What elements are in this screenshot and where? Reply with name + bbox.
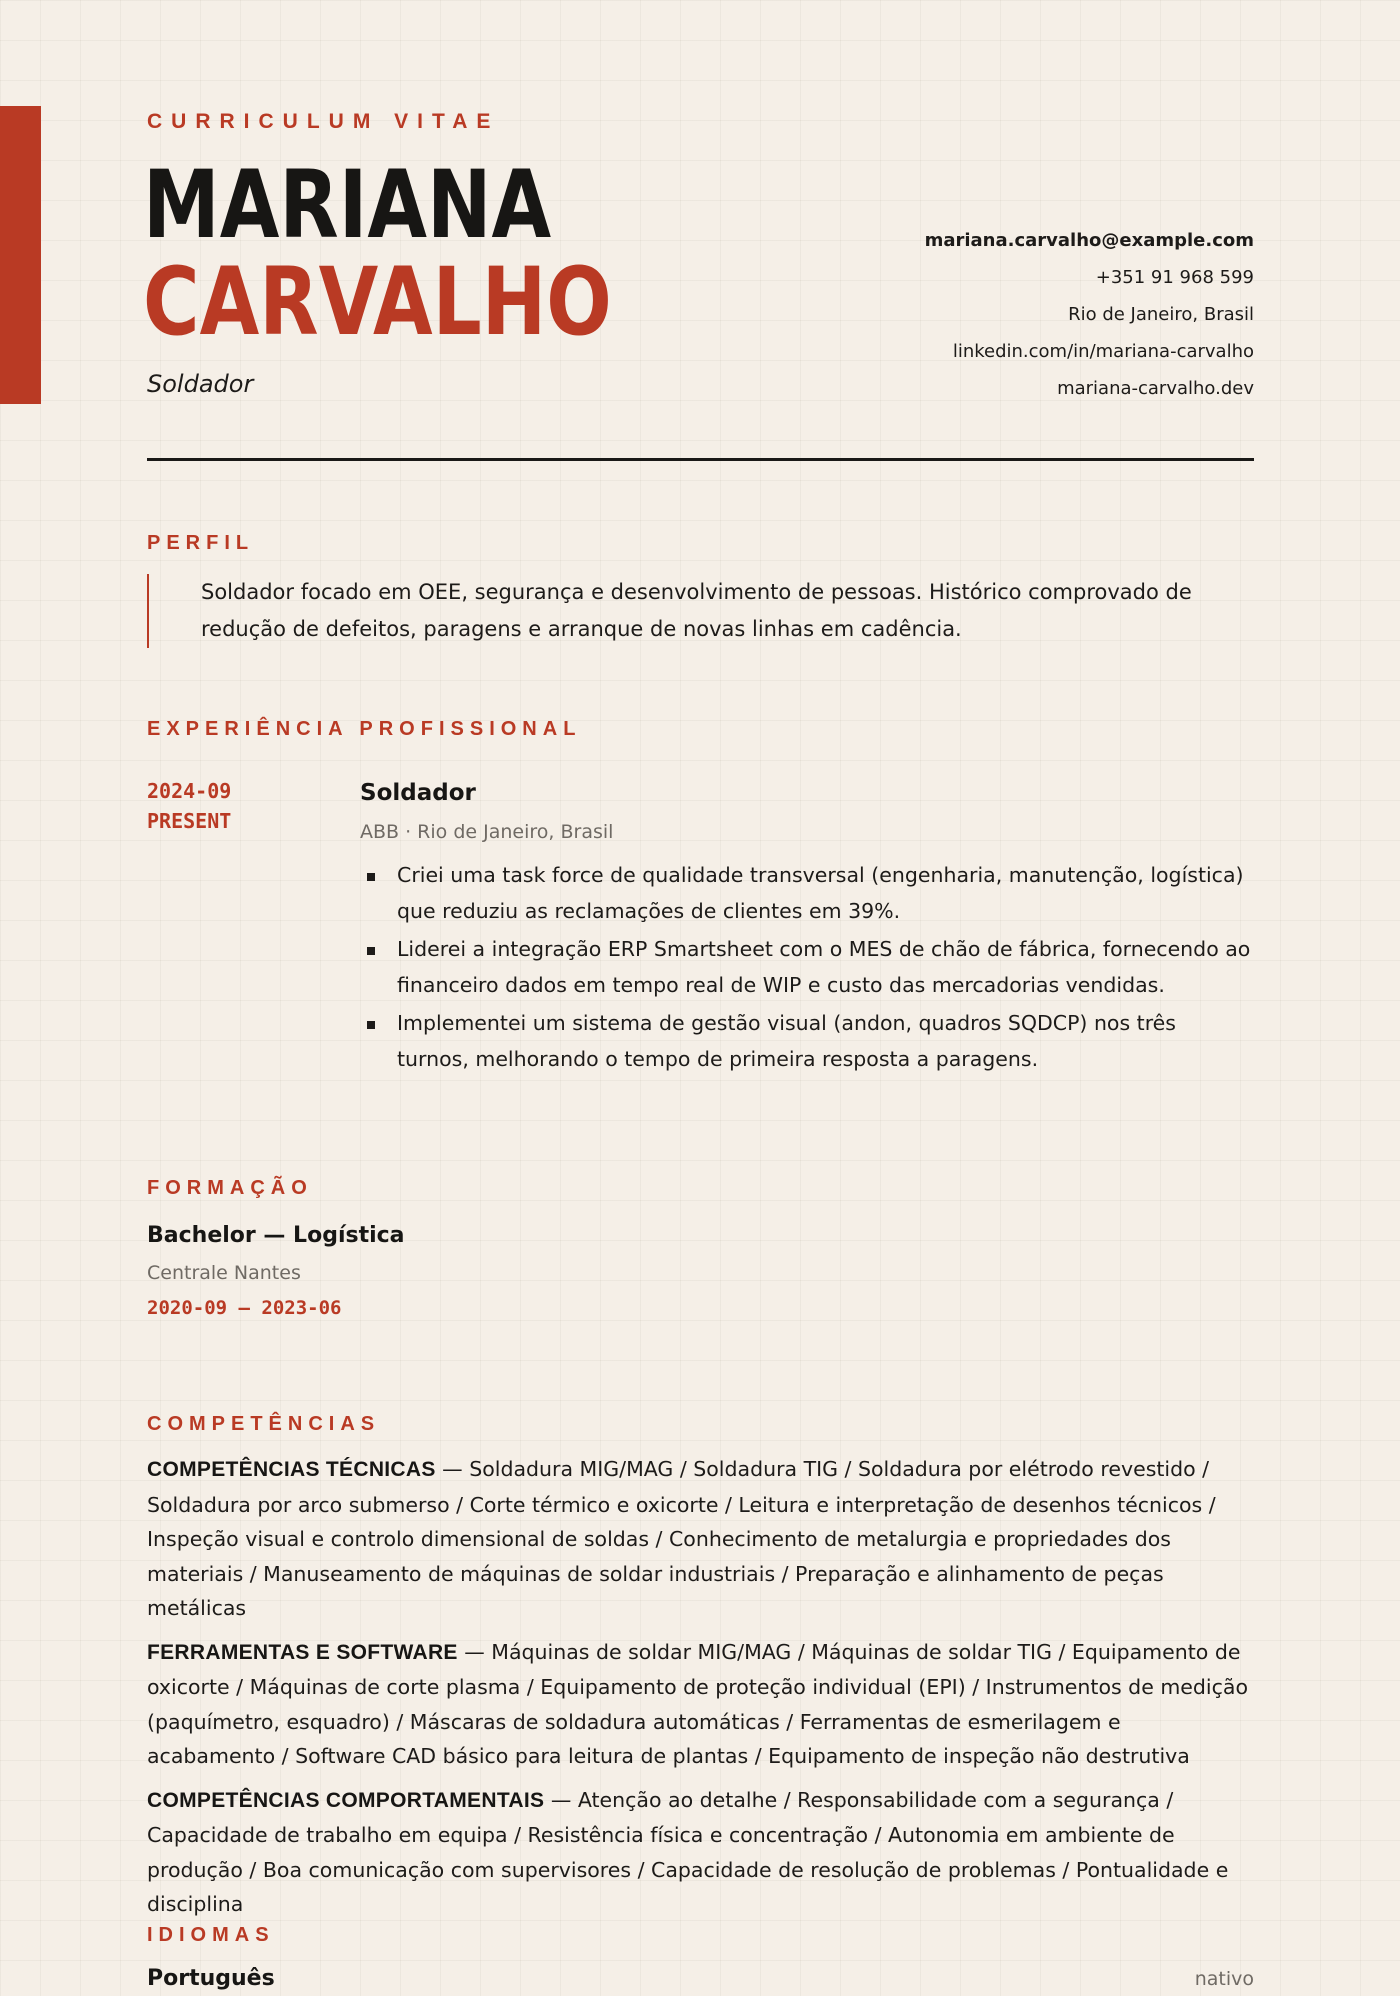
language-name: Português xyxy=(147,1966,275,1991)
job-dates xyxy=(147,776,231,836)
cv-label: CURRICULUM VITAE xyxy=(147,110,500,133)
skill-list: Máquinas de soldar MIG/MAG / Máquinas de soldar TIG / Equipamento de oxicorte / Máquinas de corte plasma / Equipamento de proteção individual (EPI) / Instrumentos de medição (paquímetro, esquadro) / Máscaras de soldadura automáticas / Ferramentas de esmerilagem e acabamento / Software CAD básico para leitura de plantas / Equipamento de inspeção não destrutiva xyxy=(147,1639,1248,1768)
skill-list: Soldadura MIG/MAG / Soldadura TIG / Soldadura por elétrodo revestido / Soldadura por arco submerso / Corte térmico e oxicorte / Leitura e interpretação de desenhos técnicos / Inspeção visual e controlo dimensional de soldas / Conhecimento de metalurgia e propriedades dos materiais / Manuseamento de máquinas de soldar industriais / Preparação e alinhamento de peças metálicas xyxy=(147,1457,1216,1620)
education-dates: 2020-09 – 2023-06 xyxy=(147,1297,342,1319)
profile-summary: Soldador focado em OEE, segurança e desenvolvimento de pessoas. Histórico comprovado de redução de defeitos, paragens e arranque de novas linhas em cadência. xyxy=(147,574,1261,648)
square-bullet-icon xyxy=(367,1021,375,1029)
job-bullet-text: Liderei a integração ERP Smartsheet com o MES de chão de fábrica, fornecendo ao financeiro dados em tempo real de WIP e custo das mercadorias vendidas. xyxy=(397,937,1251,997)
skill-category: FERRAMENTAS E SOFTWARE xyxy=(147,1640,458,1664)
education-degree: Bachelor — Logística xyxy=(147,1223,405,1248)
section-title-languages: IDIOMAS xyxy=(147,1924,275,1946)
role-title: Soldador xyxy=(147,370,254,398)
contact-block xyxy=(925,222,1254,407)
job-start-date: 2024-09 xyxy=(147,779,232,803)
job-bullet-text: Implementei um sistema de gestão visual (andon, quadros SQDCP) nos três turnos, melhorando o tempo de primeira resposta a paragens. xyxy=(397,1011,1176,1071)
job-bullet xyxy=(360,932,1254,1003)
skills-block xyxy=(147,1452,1254,1931)
skill-group-tools: FERRAMENTAS E SOFTWARE — Máquinas de soldar MIG/MAG / Máquinas de soldar TIG / Equipamento de oxicorte / Máquinas de corte plasma / Equipamento de proteção individual (EPI) / Instrumentos de medição (paquímetro, esquadro) / Máscaras de soldadura automáticas / Ferramentas de esmerilagem e acabamento / Software CAD básico para leitura de plantas / Equipamento de inspeção não destrutiva xyxy=(147,1639,1248,1768)
language-level: nativo xyxy=(1194,1968,1254,1990)
skill-group-technical: COMPETÊNCIAS TÉCNICAS — Soldadura MIG/MAG / Soldadura TIG / Soldadura por elétrodo revestido / Soldadura por arco submerso / Corte térmico e oxicorte / Leitura e interpretação de desenhos técnicos / Inspeção visual e controlo dimensional de soldas / Conhecimento de metalurgia e propriedades dos materiais / Manuseamento de máquinas de soldar industriais / Preparação e alinhamento de peças metálicas xyxy=(147,1457,1216,1620)
skill-category: COMPETÊNCIAS TÉCNICAS xyxy=(147,1458,436,1481)
education-school: Centrale Nantes xyxy=(147,1262,301,1284)
square-bullet-icon xyxy=(367,873,375,881)
square-bullet-icon xyxy=(367,947,375,955)
job-title: Soldador xyxy=(360,780,476,806)
skill-list: Atenção ao detalhe / Responsabilidade com a segurança / Capacidade de trabalho em equipa / Resistência física e concentração / Autonomia em ambiente de produção / Boa comunicação com supervisores / Capacidade de resolução de problemas / Pontualidade e disciplina xyxy=(147,1787,1229,1916)
contact-email[interactable]: mariana.carvalho@example.com xyxy=(924,230,1254,251)
first-name: MARIANA xyxy=(143,151,552,260)
job-end-date: PRESENT xyxy=(147,809,232,833)
skill-category: COMPETÊNCIAS COMPORTAMENTAIS xyxy=(147,1788,545,1812)
section-title-skills: COMPETÊNCIAS xyxy=(147,1413,381,1435)
contact-phone[interactable]: +351 91 968 599 xyxy=(1095,267,1254,288)
job-bullet xyxy=(360,858,1254,929)
contact-location: Rio de Janeiro, Brasil xyxy=(1068,304,1254,325)
job-organization: ABB · Rio de Janeiro, Brasil xyxy=(360,821,614,843)
contact-linkedin[interactable]: linkedin.com/in/mariana-carvalho xyxy=(952,341,1254,362)
skill-group-behavioral: COMPETÊNCIAS COMPORTAMENTAIS — Atenção ao detalhe / Responsabilidade com a segurança / Capacidade de trabalho em equipa / Resistência física e concentração / Autonomia em ambiente de produção / Boa comunicação com supervisores / Capacidade de resolução de problemas / Pontualidade e disciplina xyxy=(147,1787,1229,1916)
section-title-experience: EXPERIÊNCIA PROFISSIONAL xyxy=(147,718,582,740)
job-bullets xyxy=(360,858,1254,1080)
header-divider xyxy=(147,458,1254,461)
last-name: CARVALHO xyxy=(143,248,612,357)
contact-website[interactable]: mariana-carvalho.dev xyxy=(1057,378,1254,399)
accent-bar xyxy=(0,106,41,404)
job-bullet xyxy=(360,1006,1254,1077)
section-title-education: FORMAÇÃO xyxy=(147,1177,313,1199)
section-title-profile: PERFIL xyxy=(147,532,255,554)
job-bullet-text: Criei uma task force de qualidade transversal (engenharia, manutenção, logística) que reduziu as reclamações de clientes em 39%. xyxy=(397,863,1244,923)
